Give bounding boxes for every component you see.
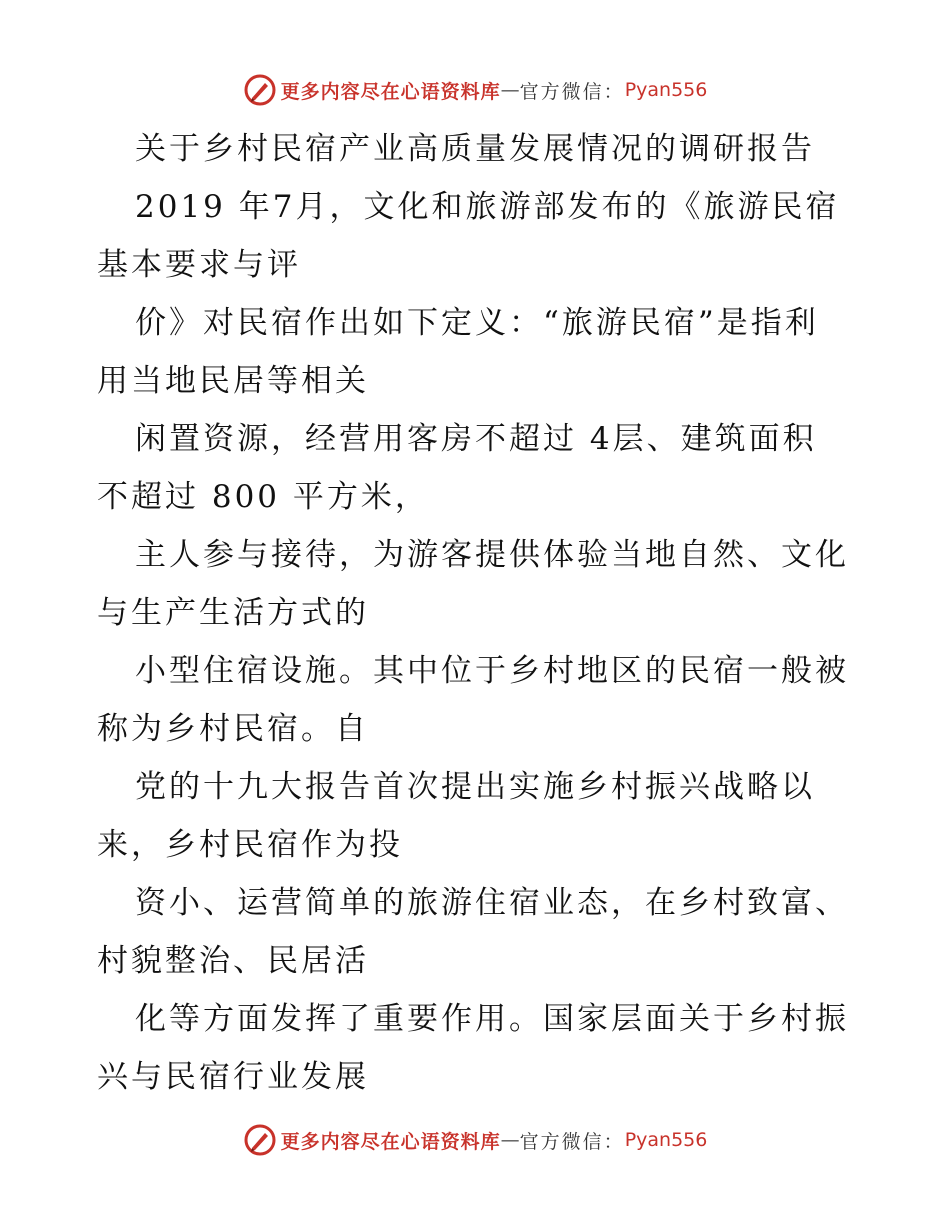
document-title: 关于乡村民宿产业高质量发展情况的调研报告 [135, 131, 815, 167]
watermark-banner-bottom [0, 1120, 950, 1160]
watermark-wechat-label: 官方微信： [519, 1130, 625, 1153]
paragraph-line: 用当地民居等相关 [97, 363, 369, 399]
watermark-text: 更多内容尽在心语资料库 [280, 1130, 501, 1153]
paragraph-line: 党的十九大报告首次提出实施乡村振兴战略以 [135, 769, 815, 805]
watermark-dash: — [500, 1129, 520, 1151]
paragraph-line: 小型住宿设施。其中位于乡村地区的民宿一般被 [135, 653, 849, 689]
paragraph-line: 来，乡村民宿作为投 [97, 827, 403, 863]
paragraph-line: 价》对民宿作出如下定义：“旅游民宿”是指利 [135, 305, 819, 341]
watermark-wechat-label: 官方微信： [519, 80, 625, 103]
watermark-dash: — [500, 79, 520, 101]
paragraph-line: 2019 年7月，文化和旅游部发布的《旅游民宿 [135, 189, 840, 225]
paragraph-line: 闲置资源，经营用客房不超过 4层、建筑面积 [135, 421, 817, 457]
paragraph-line: 化等方面发挥了重要作用。国家层面关于乡村振 [135, 1001, 849, 1037]
document-body [97, 120, 867, 1106]
pen-circle-icon [243, 73, 277, 107]
watermark-wechat-id: Pyan556 [624, 79, 708, 101]
watermark-wechat-id: Pyan556 [624, 1129, 708, 1151]
watermark-banner-top [0, 70, 950, 110]
paragraph-line: 村貌整治、民居活 [97, 943, 369, 979]
watermark-text: 更多内容尽在心语资料库 [280, 80, 501, 103]
paragraph-line: 基本要求与评 [97, 247, 301, 283]
paragraph-line: 不超过 800 平方米， [97, 479, 429, 515]
paragraph-line: 资小、运营简单的旅游住宿业态，在乡村致富、 [135, 885, 849, 921]
paragraph-line: 称为乡村民宿。自 [97, 711, 369, 747]
paragraph-line: 兴与民宿行业发展 [97, 1059, 369, 1095]
paragraph-line: 与生产生活方式的 [97, 595, 369, 631]
paragraph-line: 主人参与接待，为游客提供体验当地自然、文化 [135, 537, 849, 573]
pen-circle-icon [243, 1123, 277, 1157]
